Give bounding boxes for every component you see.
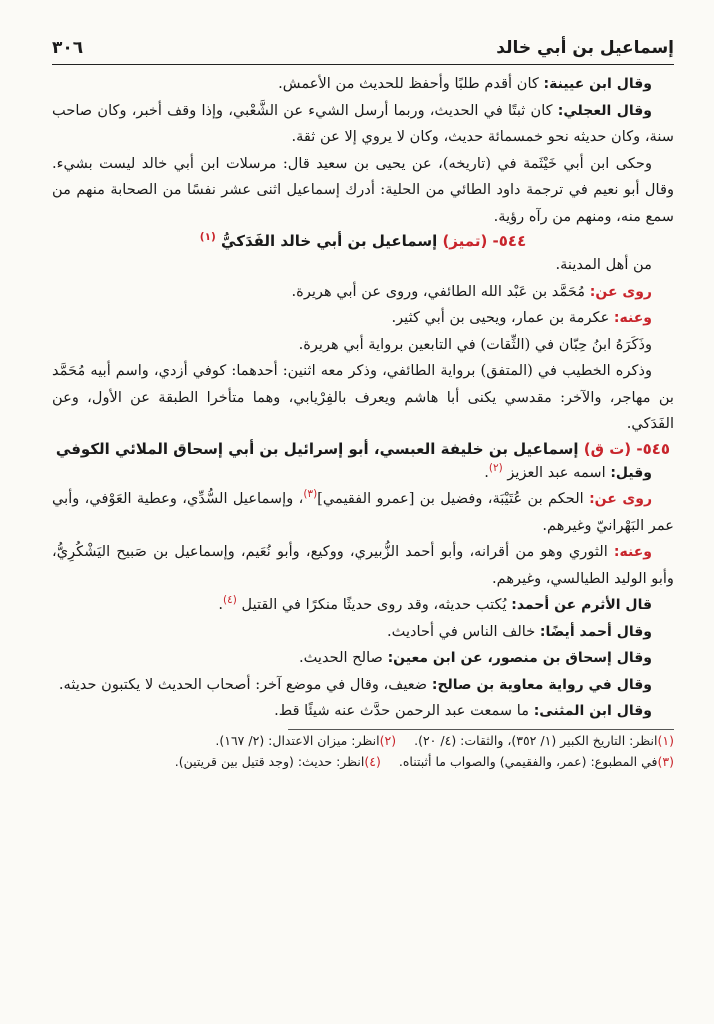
entry-name: إسماعيل بن أبي خالد الفَدَكيُّ xyxy=(221,232,443,250)
speaker: وقيل: xyxy=(610,464,652,481)
paragraph xyxy=(52,358,674,438)
text-end: . xyxy=(218,596,224,613)
narrators-label: وعنه: xyxy=(613,310,652,326)
text: ما سمعت عبد الرحمن حدَّث عنه شيئًا قط. xyxy=(274,702,534,719)
paragraph xyxy=(52,460,674,487)
footnote xyxy=(399,751,674,772)
narrators-label: وعنه: xyxy=(613,544,652,560)
footnotes xyxy=(52,730,674,772)
footnote-text: في المطبوع: (عمر، والفقيمي) والصواب ما أثبتناه. xyxy=(398,753,658,769)
footnote-marker: (٤) xyxy=(223,594,237,607)
footnote-marker: (٣) xyxy=(303,488,318,501)
footnote-marker: (٢) xyxy=(488,461,503,474)
text: وذكره الخطيب في (المتفق) برواية الطائفي، وذكر معه اثنين: أحدهما: كوفي أزدي، واسم أبيه مُحَمَّد بن مهاجر، والآخر: مقدسي يكنى أبا هاشم ويعرف بالفِرْيابي، وهما متأخرا الطبقة عن الأول، وعن الفَدَكي. xyxy=(52,362,674,432)
text: خالف الناس في أحاديث. xyxy=(386,622,540,640)
footnote xyxy=(175,751,381,772)
speaker: وقال ابن عيينة: xyxy=(543,76,652,92)
paragraph xyxy=(52,279,674,306)
paragraph xyxy=(52,672,674,699)
paragraph xyxy=(52,71,674,98)
running-title: إسماعيل بن أبي خالد xyxy=(496,38,674,58)
paragraph xyxy=(52,151,674,231)
footnote xyxy=(215,730,396,751)
narrated-from-label: روى عن: xyxy=(589,491,653,507)
text: الحكم بن عُتَيْبَة، وفضيل بن [عمرو الفقيمي] xyxy=(317,490,590,507)
text: مُحَمَّد بن عَبْد الله الطائفي، وروى عن أبي هريرة. xyxy=(291,282,590,300)
footnote-text: انظر: ميزان الاعتدال: (٢/ ١٦٧). xyxy=(215,732,380,748)
text: كان ثبتًا في الحديث، وربما أرسل الشيء عن الشَّعْبي، وإذا وقف أخبر، وكان صاحب سنة، وكان حديثه نحو خمسمائة حديث، وكان لا يروي إلا عن ثقة. xyxy=(52,101,674,145)
footnote-number: (٤) xyxy=(364,753,381,769)
text: ضعيف، وقال في موضع آخر: أصحاب الحديث لا يكتبون حديثه. xyxy=(58,675,432,693)
footnote-number: (١) xyxy=(657,732,674,748)
entry-name: إسماعيل بن خليفة العبسي، xyxy=(373,439,584,458)
paragraph xyxy=(52,252,674,279)
text: صالح الحديث. xyxy=(298,649,388,666)
text: الثوري وهو من أقرانه، وأبو أحمد الزُّبيري، ووكيع، وأبو نُعَيم، وإسماعيل بن صَبيح اليَشْكُرِيُّ، وأبو الوليد الطيالسي، وغيرهم. xyxy=(52,543,674,587)
text: ، وإسماعيل السُّدِّي، وعطية العَوْفي، وأبي عمر البَهْرانيّ وغيرهم. xyxy=(52,490,674,534)
paragraph xyxy=(52,592,674,619)
paragraph xyxy=(52,645,674,672)
footnote-text: انظر: حديث: (وجد قتيل بين قريتين). xyxy=(174,753,365,769)
speaker: قال الأثرم عن أحمد: xyxy=(511,597,652,613)
paragraph xyxy=(52,486,674,539)
footnote-text: انظر: التاريخ الكبير (١/ ٣٥٢)، والثقات: (٤/ ٢٠). xyxy=(414,732,658,748)
text: وحكى ابن أبي خَيْثَمة في (تاريخه)، عن يحيى بن سعيد قال: مرسلات ابن أبي خالد ليست بشيء. وقال أبو نعيم في ترجمة داود الطائي من الحلية: أدرك إسماعيل اثنى عشر نفسًا من الصحابة منهم من سمع منه، ومنهم من رآه رؤية. xyxy=(52,154,674,225)
entry-heading-544 xyxy=(52,232,674,250)
entry-heading-545 xyxy=(52,440,674,458)
page-header xyxy=(52,38,674,65)
footnote-number: (٣) xyxy=(657,753,674,769)
paragraph xyxy=(52,539,674,592)
paragraph xyxy=(52,619,674,646)
text: كان أقدم طلبًا وأحفظ للحديث من الأعمش. xyxy=(278,75,544,92)
speaker: وقال أحمد أيضًا: xyxy=(539,623,652,640)
speaker: وقال في رواية معاوية بن صالح: xyxy=(431,676,652,693)
narrated-from-label: روى عن: xyxy=(589,283,652,300)
text: اسمه عبد العزيز xyxy=(507,463,611,481)
text: وذَكَرَهُ ابنُ حِبّان في (الثِّقات) في التابعين برواية أبي هريرة. xyxy=(298,335,652,353)
paragraph xyxy=(52,698,674,725)
text: عكرمة بن عمار، ويحيى بن أبي كثير. xyxy=(391,309,614,326)
speaker: وقال ابن المثنى: xyxy=(533,703,652,719)
speaker: وقال العجلي: xyxy=(557,102,652,119)
footnote-row xyxy=(52,751,674,772)
entry-name-rest: أبو إسرائيل بن أبي إسحاق الملائي الكوفي xyxy=(55,439,374,458)
entry-number: ٥٤٤- (تميز) xyxy=(442,232,527,250)
entry-number: ٥٤٥- (ت ق) xyxy=(583,439,671,458)
paragraph xyxy=(52,305,674,332)
footnote-number: (٢) xyxy=(379,732,397,748)
speaker: وقال إسحاق بن منصور، عن ابن معين: xyxy=(387,650,652,666)
text-end: . xyxy=(484,463,489,481)
text: يُكتب حديثه، وقد روى حديثًا منكرًا في القتيل xyxy=(241,596,512,613)
page-number: ٣٠٦ xyxy=(52,38,84,58)
footnote xyxy=(414,730,674,751)
paragraph xyxy=(52,332,674,359)
page-body xyxy=(52,71,674,725)
footnote-row xyxy=(52,730,674,751)
paragraph xyxy=(52,98,674,151)
footnote-marker: (١) xyxy=(199,231,216,243)
text: من أهل المدينة. xyxy=(555,256,652,273)
